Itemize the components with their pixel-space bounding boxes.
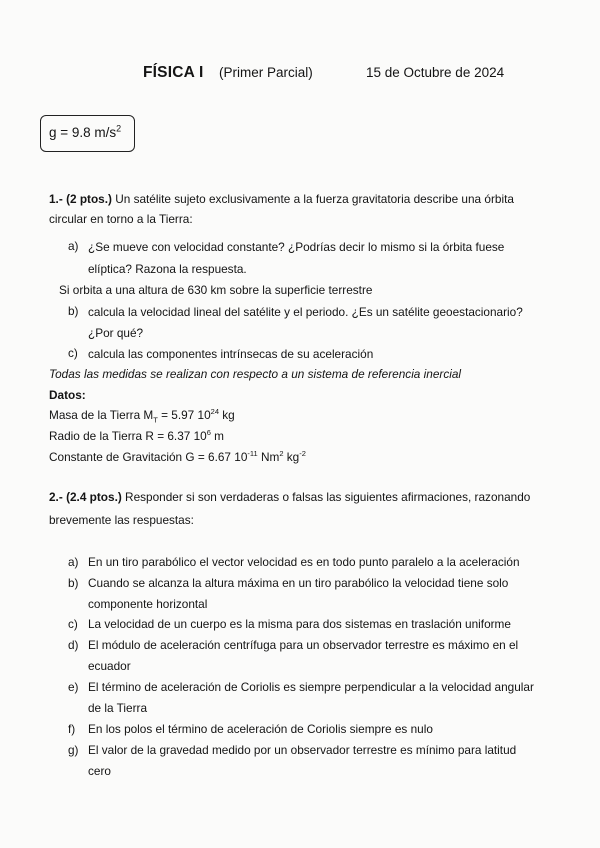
q2-item-label: d) [68,638,79,652]
q1-item-c-line1: calcula las componentes intrínsecas de su aceleración [88,347,374,361]
mass-subscript: T [153,415,158,425]
q2-item-line2: cero [88,764,111,778]
q1-intro-line1 [49,191,514,207]
grav-label: Constante de Gravitación G = 6.67 10 [49,450,248,464]
q2-intro-line2: brevemente las respuestas: [49,513,194,527]
grav-unit-exp1: 2 [279,449,284,459]
q1-orbit-condition: Si orbita a una altura de 630 km sobre la superficie terrestre [59,283,373,297]
gravity-constant-exponent: 2 [116,123,122,134]
q1-number: 1.- [49,192,63,206]
exam-date: 15 de Octubre de 2024 [366,65,505,80]
q2-item-label: e) [68,680,79,694]
gravity-constant-text: g = 9.8 m/s [49,125,117,140]
q1-item-a-line1: ¿Se mueve con velocidad constante? ¿Podrías decir lo mismo si la órbita fuese [88,240,505,254]
q2-item-line1: El término de aceleración de Coriolis es siempre perpendicular a la velocidad angular [88,680,534,694]
mass-unit: kg [219,408,235,422]
q2-item-label: b) [68,576,79,590]
q1-item-b-line1: calcula la velocidad lineal del satélite y el periodo. ¿Es un satélite geoestacionario? [88,305,523,319]
q2-item-line1: El valor de la gravedad medido por un observador terrestre es mínimo para latitud [88,743,517,757]
grav-unit: Nm [257,450,280,464]
q1-reference-note: Todas las medidas se realizan con respecto a un sistema de referencia inercial [49,367,462,381]
q2-item-line2: componente horizontal [88,597,208,611]
q2-item-line1: En un tiro parabólico el vector velocidad es en todo punto paralelo a la aceleración [88,555,520,569]
grav-exponent: -11 [247,449,258,459]
course-title: FÍSICA I [143,64,204,81]
gravity-constant-box [40,115,135,152]
q2-item-label: g) [68,743,79,757]
grav-unit2: kg [283,450,300,464]
q2-intro-line1 [49,489,530,505]
q1-earth-mass [49,407,235,423]
q2-item-line1: Cuando se alcanza la altura máxima en un tiro parabólico la velocidad tiene solo [88,576,509,590]
q1-item-a-label: a) [68,239,79,253]
q2-points: (2.4 ptos.) [66,490,122,504]
q1-intro-line2: circular en torno a la Tierra: [49,212,193,226]
q2-intro-text: Responder si son verdaderas o falsas las siguientes afirmaciones, razonando [121,490,531,504]
q2-item-line2: ecuador [88,659,131,673]
q1-data-heading: Datos: [49,388,86,402]
q2-item-label: c) [68,617,78,631]
q2-item-label: a) [68,555,79,569]
mass-value: = 5.97 10 [157,408,211,422]
radius-exponent: 6 [206,428,211,438]
mass-exponent: 24 [210,407,219,417]
radius-unit: m [210,429,224,443]
q1-item-c-label: c) [68,346,78,360]
q1-item-a-line2: elíptica? Razona la respuesta. [88,262,247,276]
q2-number: 2.- [49,490,63,504]
q1-item-b-line2: ¿Por qué? [88,326,144,340]
q2-item-line1: El módulo de aceleración centrífuga para un observador terrestre es máximo en el [88,638,519,652]
q2-item-line2: de la Tierra [88,701,148,715]
q1-earth-radius [49,428,224,444]
grav-unit-exp2: -2 [299,449,306,459]
radius-label: Radio de la Tierra R = 6.37 10 [49,429,207,443]
q1-points: (2 ptos.) [66,192,112,206]
q1-item-b-label: b) [68,304,79,318]
q2-item-label: f) [68,722,76,736]
mass-label: Masa de la Tierra M [49,408,154,422]
q2-item-line1: La velocidad de un cuerpo es la misma para dos sistemas en traslación uniforme [88,617,511,631]
q1-intro-text: Un satélite sujeto exclusivamente a la fuerza gravitatoria describe una órbita [111,192,514,206]
exam-type: (Primer Parcial) [219,65,313,80]
q1-grav-constant [49,449,306,465]
q2-item-line1: En los polos el término de aceleración de Coriolis siempre es nulo [88,722,433,736]
exam-header [0,64,600,86]
